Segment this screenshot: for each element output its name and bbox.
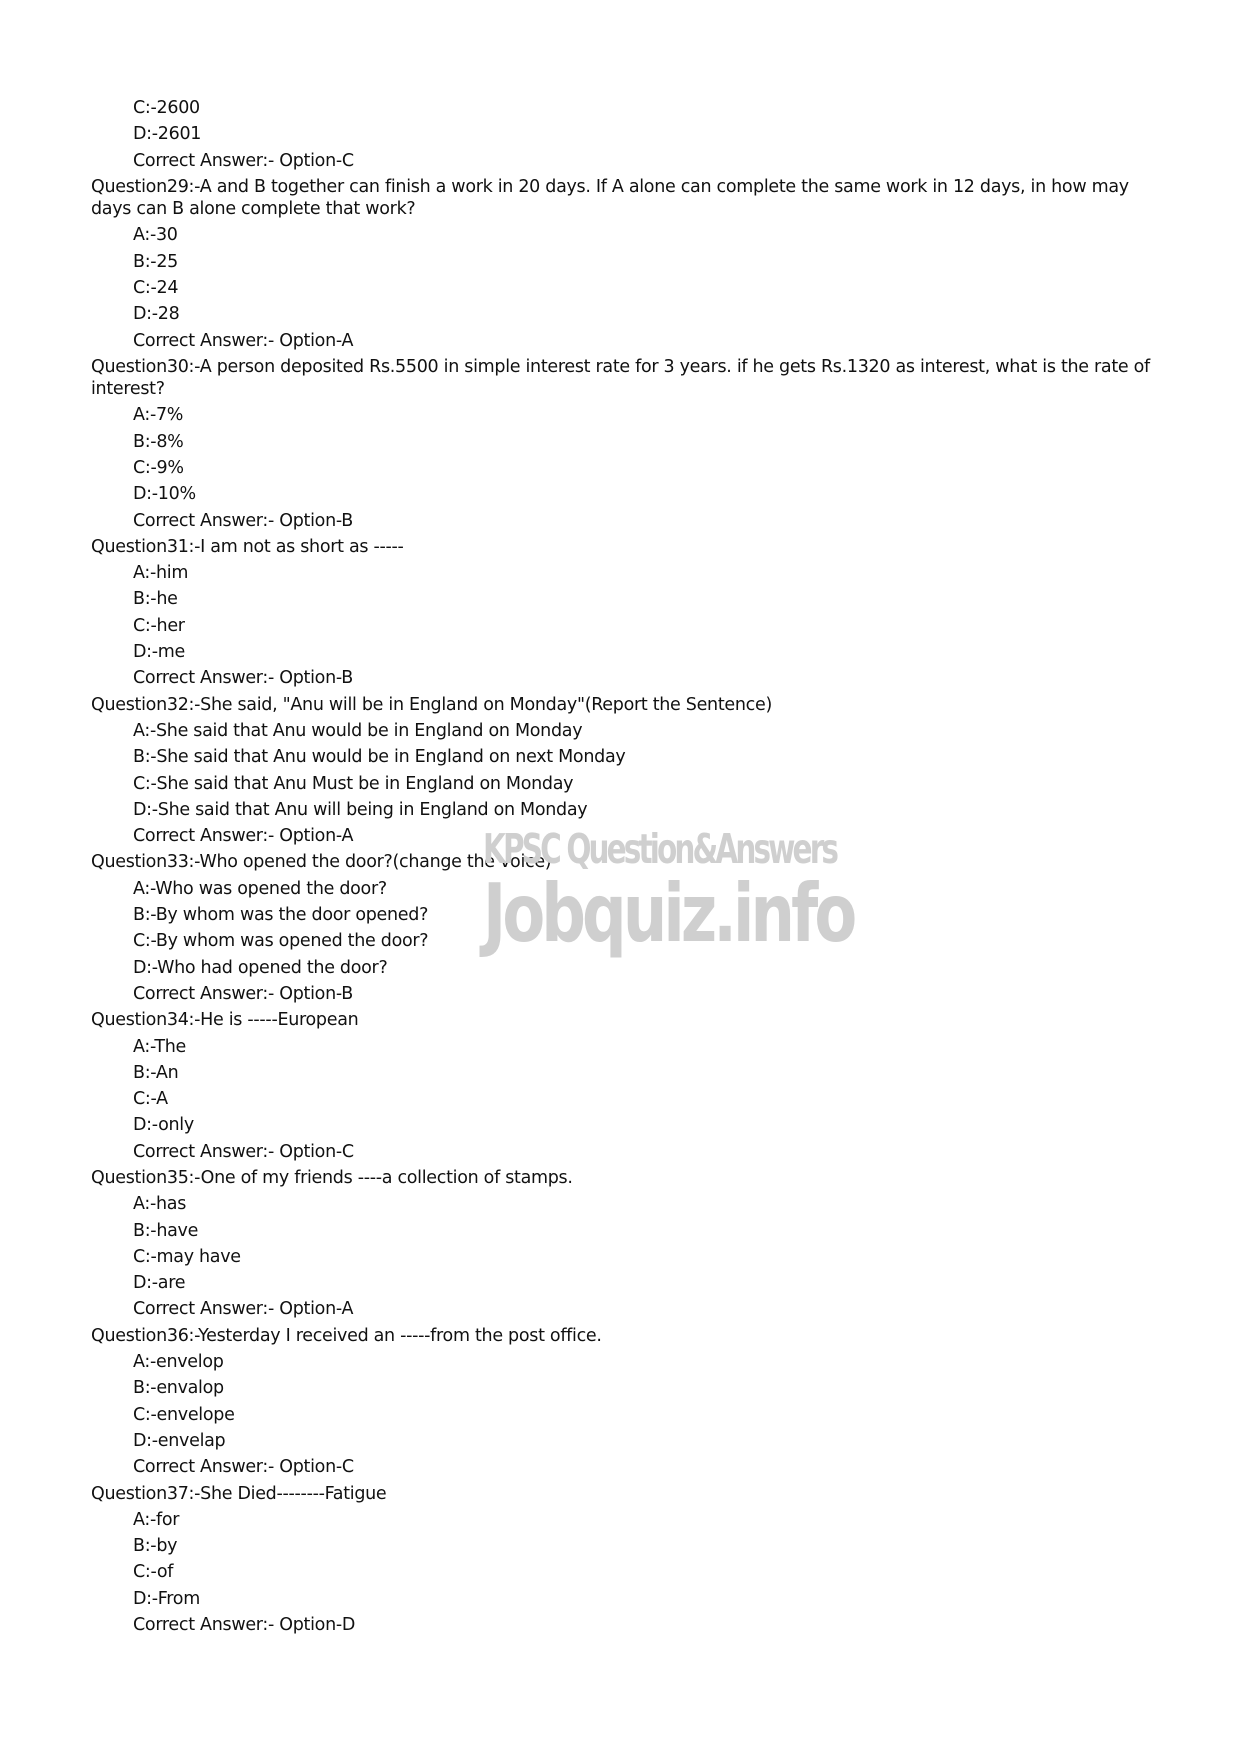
option-d: D:-She said that Anu will being in England on Monday xyxy=(133,799,588,820)
option-d: D:-envelap xyxy=(133,1430,226,1451)
option-c: C:-By whom was opened the door? xyxy=(133,931,429,952)
option-a: A:-7% xyxy=(133,405,184,426)
question-block xyxy=(91,692,1171,850)
option-b: B:-An xyxy=(133,1062,179,1083)
option-a: A:-for xyxy=(133,1509,180,1530)
correct-answer: Correct Answer:- Option-C xyxy=(133,150,354,171)
question-text: Question37:-She Died--------Fatigue xyxy=(91,1483,387,1504)
question-text: Question34:-He is -----European xyxy=(91,1010,359,1031)
correct-answer: Correct Answer:- Option-B xyxy=(133,668,353,689)
option-b: B:-he xyxy=(133,589,178,610)
question-block xyxy=(91,1481,1171,1639)
option-b: B:-envalop xyxy=(133,1378,224,1399)
option-a: A:-envelop xyxy=(133,1352,224,1373)
option-d: D:-Who had opened the door? xyxy=(133,957,388,978)
option-b: B:-by xyxy=(133,1536,178,1557)
correct-answer: Correct Answer:- Option-A xyxy=(133,330,354,351)
correct-answer: Correct Answer:- Option-A xyxy=(133,1299,354,1320)
question-text: Question33:-Who opened the door?(change the voice) xyxy=(91,852,552,873)
option-d: D:-28 xyxy=(133,304,180,325)
question-list xyxy=(91,95,1171,1638)
option-c: C:-envelope xyxy=(133,1404,235,1425)
question-text: Question29:-A and B together can finish a work in 20 days. If A alone can complete the same work in 12 days, in how may days can B alone complete that work? xyxy=(91,176,1129,220)
correct-answer: Correct Answer:- Option-D xyxy=(133,1615,356,1636)
question-text: Question32:-She said, "Anu will be in England on Monday"(Report the Sentence) xyxy=(91,694,772,715)
option-b: B:-She said that Anu would be in England on next Monday xyxy=(133,747,626,768)
option-d: D:-me xyxy=(133,642,185,663)
option-d: D:-10% xyxy=(133,484,196,505)
option-c: C:-A xyxy=(133,1089,168,1110)
correct-answer: Correct Answer:- Option-C xyxy=(133,1141,354,1162)
option-d: D:-only xyxy=(133,1115,194,1136)
option-c: C:-24 xyxy=(133,277,179,298)
option-c: C:-of xyxy=(133,1562,174,1583)
option-b: B:-25 xyxy=(133,251,178,272)
option-d: D:-From xyxy=(133,1588,200,1609)
question-block xyxy=(91,849,1171,1007)
question-text: Question31:-I am not as short as ----- xyxy=(91,536,404,557)
watermark-line-1: KPSC Question&Answers xyxy=(483,825,837,873)
correct-answer: Correct Answer:- Option-B xyxy=(133,983,353,1004)
correct-answer: Correct Answer:- Option-A xyxy=(133,826,354,847)
option-a: A:-Who was opened the door? xyxy=(133,878,387,899)
option-a: A:-him xyxy=(133,563,189,584)
option-c: C:-9% xyxy=(133,457,184,478)
question-block xyxy=(91,174,1171,354)
option-c: C:-her xyxy=(133,615,185,636)
option-a: A:-30 xyxy=(133,225,178,246)
question-text: Question30:-A person deposited Rs.5500 in simple interest rate for 3 years. if he gets Rs.1320 as interest, what is the rate of interest? xyxy=(91,356,1150,400)
option-b: B:-8% xyxy=(133,431,184,452)
option-c: C:-2600 xyxy=(133,98,200,118)
question-block xyxy=(91,1323,1171,1481)
watermark-line-2: Jobquiz.info xyxy=(483,867,854,960)
correct-answer: Correct Answer:- Option-B xyxy=(133,510,353,531)
option-d: D:-are xyxy=(133,1273,186,1294)
question-text: Question35:-One of my friends ----a collection of stamps. xyxy=(91,1167,573,1188)
option-c: C:-may have xyxy=(133,1246,241,1267)
option-a: A:-has xyxy=(133,1194,187,1215)
option-a: A:-The xyxy=(133,1036,187,1057)
option-d: D:-2601 xyxy=(133,124,202,145)
question-block xyxy=(91,354,1171,534)
option-c: C:-She said that Anu Must be in England on Monday xyxy=(133,773,574,794)
option-b: B:-By whom was the door opened? xyxy=(133,905,429,926)
question-block xyxy=(91,1165,1171,1323)
correct-answer: Correct Answer:- Option-C xyxy=(133,1457,354,1478)
option-b: B:-have xyxy=(133,1220,199,1241)
question-text: Question36:-Yesterday I received an -----from the post office. xyxy=(91,1325,602,1346)
question-block xyxy=(91,534,1171,692)
option-a: A:-She said that Anu would be in England on Monday xyxy=(133,720,583,741)
question-block xyxy=(91,1007,1171,1165)
